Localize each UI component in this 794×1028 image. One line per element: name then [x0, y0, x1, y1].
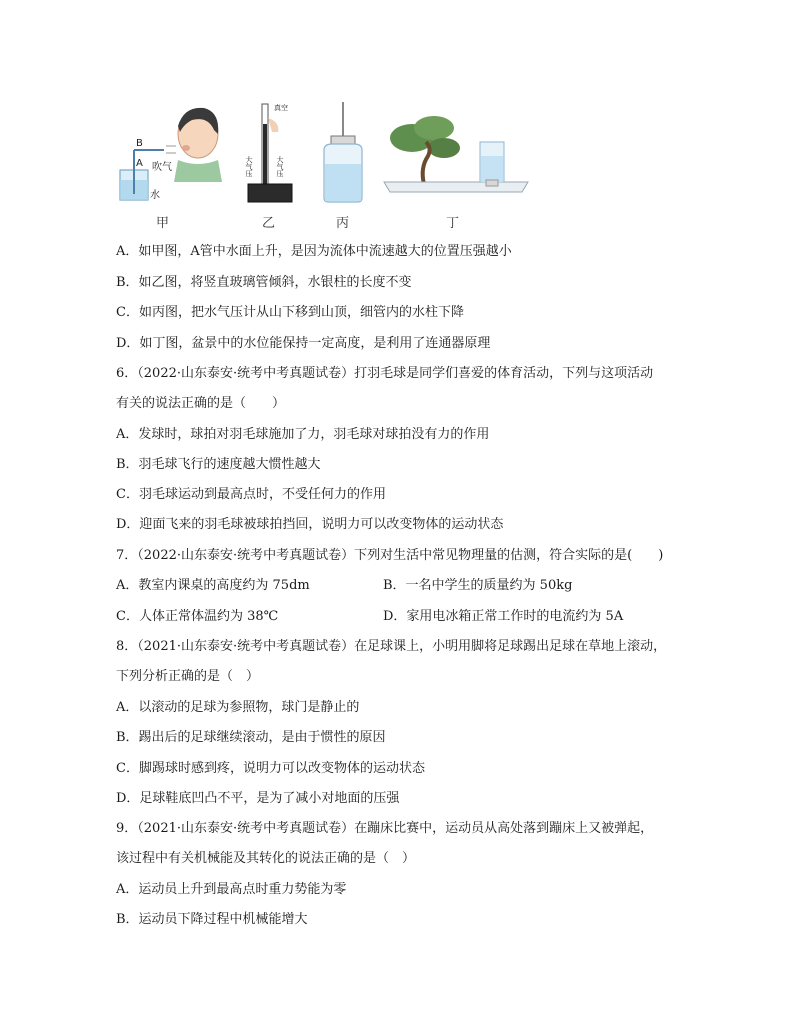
ding-illustration	[382, 98, 530, 208]
q6-option-c: C．羽毛球运动到最高点时，不受任何力的作用	[116, 487, 386, 502]
figure-jia	[116, 98, 226, 231]
figure-ding	[382, 98, 530, 231]
q7-option-b: B．一名中学生的质量约为 50kg	[383, 578, 573, 593]
caption-jia: 甲	[156, 216, 170, 231]
caption-ding: 丁	[446, 216, 460, 231]
caption-yi: 乙	[262, 216, 276, 231]
yi-illustration	[240, 98, 300, 208]
label-b: B	[136, 138, 143, 149]
label-water: 水	[150, 190, 160, 201]
jia-illustration	[116, 98, 226, 208]
q8-option-c: C．脚踢球时感到疼，说明力可以改变物体的运动状态	[116, 761, 425, 776]
q9-option-a: A．运动员上升到最高点时重力势能为零	[116, 882, 347, 897]
q5-option-d: D．如丁图，盆景中的水位能保持一定高度，是利用了连通器原理	[116, 336, 491, 351]
figure-yi	[240, 98, 300, 231]
q5-option-c: C．如丙图，把水气压计从山下移到山顶，细管内的水柱下降	[116, 305, 464, 320]
q6-stem-line2: 有关的说法正确的是（ ）	[116, 396, 286, 411]
q8-stem-line2: 下列分析正确的是（ ）	[116, 669, 260, 684]
q7-option-a: A．教室内课桌的高度约为 75dm	[116, 578, 310, 593]
q6-option-b: B．羽毛球飞行的速度越大惯性越大	[116, 457, 321, 472]
q6-stem-line1: 6．（2022·山东泰安·统考中考真题试卷）打羽毛球是同学们喜爱的体育活动，下列与这项活动	[116, 366, 654, 381]
label-a: A	[136, 158, 143, 169]
q5-option-b: B．如乙图，将竖直玻璃管倾斜，水银柱的长度不变	[116, 275, 412, 290]
q9-stem-line1: 9．（2021·山东泰安·统考中考真题试卷）在蹦床比赛中，运动员从高处落到蹦床上又被弹起，	[116, 821, 654, 836]
q9-option-b: B．运动员下降过程中机械能增大	[116, 912, 308, 927]
caption-bing: 丙	[336, 216, 350, 231]
q5-option-a: A．如甲图，A管中水面上升，是因为流体中流速越大的位置压强越小	[116, 244, 512, 259]
q7-option-d: D．家用电冰箱正常工作时的电流约为 5A	[383, 609, 624, 624]
bing-illustration	[318, 98, 368, 208]
q7-option-c: C．人体正常体温约为 38℃	[116, 609, 279, 624]
q6-option-a: A．发球时，球拍对羽毛球施加了力，羽毛球对球拍没有力的作用	[116, 427, 490, 442]
q8-stem-line1: 8．（2021·山东泰安·统考中考真题试卷）在足球课上，小明用脚将足球踢出足球在草地上滚动，	[116, 639, 667, 654]
figure-bing	[318, 98, 368, 231]
q6-option-d: D．迎面飞来的羽毛球被球拍挡回，说明力可以改变物体的运动状态	[116, 517, 504, 532]
q8-option-d: D．足球鞋底凹凸不平，是为了减小对地面的压强	[116, 791, 400, 806]
q8-option-b: B．踢出后的足球继续滚动，是由于惯性的原因	[116, 730, 386, 745]
label-blow: 吹气	[152, 162, 172, 173]
label-pressure-right: 大气压	[276, 156, 284, 177]
q8-option-a: A．以滚动的足球为参照物，球门是静止的	[116, 700, 360, 715]
label-vacuum: 真空	[274, 104, 288, 112]
q7-stem: 7．（2022·山东泰安·统考中考真题试卷）下列对生活中常见物理量的估测，符合实际的是( )	[116, 548, 664, 563]
label-pressure-left: 大气压	[245, 156, 253, 177]
q9-stem-line2: 该过程中有关机械能及其转化的说法正确的是（ ）	[116, 851, 416, 866]
